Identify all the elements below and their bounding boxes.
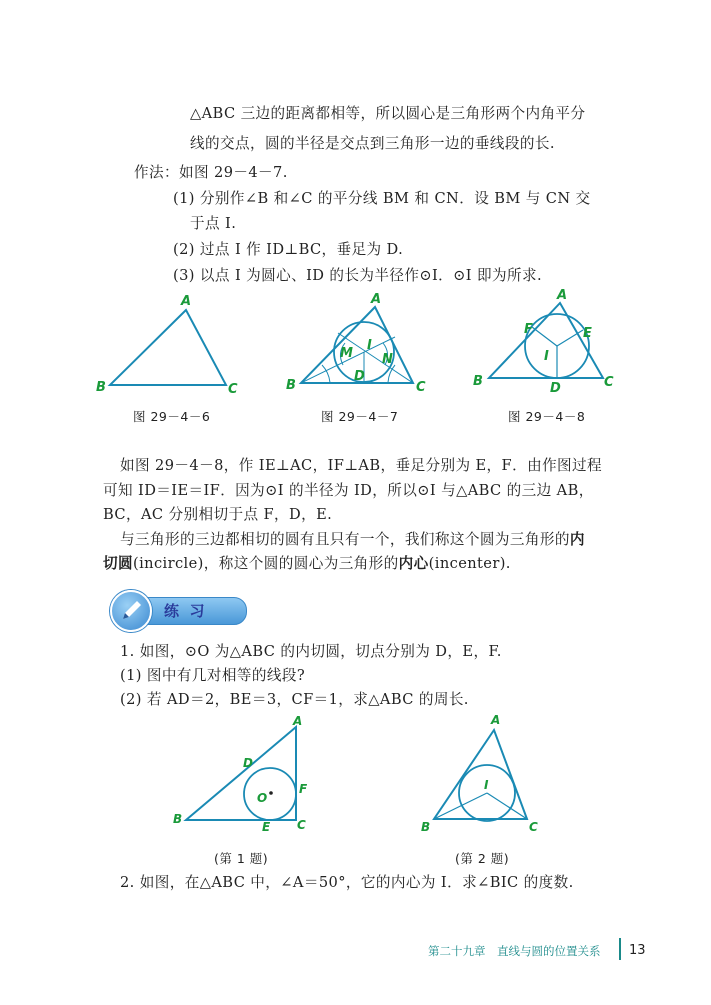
question-1: 1. 如图，⊙O 为△ABC 的内切圆，切点分别为 D，E，F.	[120, 643, 502, 660]
label-D: D	[354, 369, 365, 384]
chapter-title: 第二十九章 直线与圆的位置关系	[428, 944, 601, 958]
question-2: 2. 如图，在△ABC 中，∠A＝50°，它的内心为 I．求∠BIC 的度数.	[120, 874, 574, 891]
step-1-line: 于点 I.	[190, 215, 237, 232]
figure-caption: (第 2 题)	[455, 851, 510, 866]
label-A: A	[371, 292, 382, 307]
definition-text: (incenter).	[428, 555, 511, 572]
label-C: C	[228, 382, 238, 397]
step-2: (2) 过点 I 作 ID⊥BC，垂足为 D.	[173, 241, 404, 258]
term-incircle: 切圆	[103, 555, 133, 572]
page-number: 13	[629, 943, 646, 958]
figure-question-2	[434, 730, 527, 821]
explanation-line: 如图 29－4－8，作 IE⊥AC，IF⊥AB，垂足分别为 E，F．由作图过程	[120, 457, 603, 474]
explanation-line: BC，AC 分别相切于点 F，D，E.	[103, 506, 333, 523]
label-B: B	[286, 378, 296, 393]
label-A: A	[293, 715, 303, 728]
term-incenter: 内心	[398, 555, 429, 572]
label-F: F	[299, 782, 308, 796]
label-C: C	[416, 380, 426, 395]
label-A: A	[491, 715, 501, 727]
label-D: D	[243, 756, 253, 770]
label-D: D	[550, 381, 561, 396]
label-M: M	[340, 346, 353, 361]
label-I: I	[484, 778, 489, 792]
term-incircle: 内	[569, 531, 585, 548]
definition-text: 与三角形的三边都相切的圆有且只有一个，我们称这个圆为三角形的	[120, 531, 570, 548]
figure-question-1	[186, 727, 296, 820]
label-I: I	[367, 338, 372, 353]
figure-caption: 图 29－4－7	[321, 409, 399, 424]
label-C: C	[529, 820, 538, 834]
definition-line	[120, 530, 585, 550]
paragraph-line: 线的交点，圆的半径是交点到三角形一边的垂线段的长.	[190, 135, 555, 152]
label-A: A	[181, 294, 192, 309]
label-O: O	[257, 791, 268, 805]
label-C: C	[604, 375, 614, 390]
paragraph-line: △ABC 三边的距离都相等，所以圆心是三角形两个内角平分	[190, 105, 586, 122]
label-B: B	[473, 374, 483, 389]
figure-29-4-6	[110, 310, 226, 385]
figure-caption: 图 29－4－8	[508, 409, 586, 424]
step-3: (3) 以点 I 为圆心、ID 的长为半径作⊙I．⊙I 即为所求.	[173, 267, 543, 284]
label-F: F	[524, 322, 533, 337]
label-B: B	[96, 380, 106, 395]
banner-label: 练 习	[164, 602, 205, 620]
label-E: E	[583, 326, 592, 341]
label-B: B	[421, 820, 431, 834]
definition-text: (incircle)，称这个圆的圆心为三角形的	[133, 555, 399, 572]
method-title: 作法：如图 29－4－7.	[134, 164, 288, 181]
question-1-sub: (1) 图中有几对相等的线段?	[120, 667, 306, 684]
figure-caption: 图 29－4－6	[133, 409, 211, 424]
footer-divider	[619, 938, 621, 960]
step-1-line: (1) 分别作∠B 和∠C 的平分线 BM 和 CN．设 BM 与 CN 交	[173, 190, 591, 207]
label-I: I	[544, 349, 549, 364]
figure-caption: (第 1 题)	[214, 851, 269, 866]
question-1-sub: (2) 若 AD＝2，BE＝3，CF＝1，求△ABC 的周长.	[120, 691, 469, 708]
label-N: N	[382, 352, 393, 367]
pencil-icon	[110, 590, 152, 632]
exercise-banner	[90, 590, 245, 630]
label-C: C	[297, 818, 306, 832]
label-E: E	[262, 820, 271, 834]
label-B: B	[173, 812, 183, 826]
explanation-line: 可知 ID＝IE＝IF．因为⊙I 的半径为 ID，所以⊙I 与△ABC 的三边 AB，	[103, 482, 594, 499]
exercise-figures	[0, 715, 711, 845]
definition-line	[103, 554, 511, 574]
label-A: A	[557, 288, 568, 303]
